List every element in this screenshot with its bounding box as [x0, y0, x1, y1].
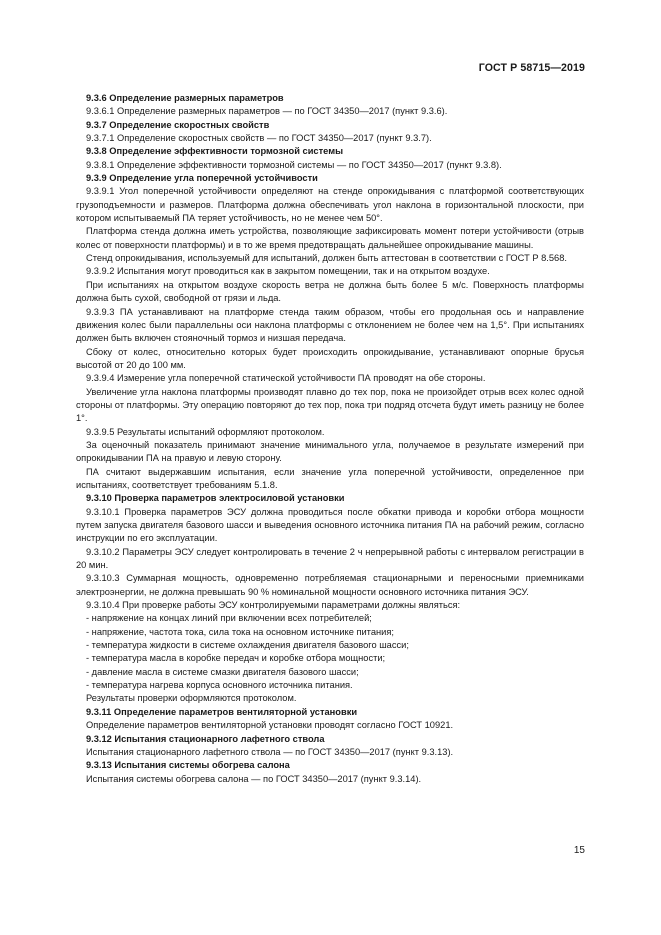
body-paragraph: За оценочный показатель принимают значение минимального угла, получаемое в результате измерений при опрокидывании ПА на правую и левую сторону.: [76, 439, 584, 464]
section-heading: 9.3.13 Испытания системы обогрева салона: [86, 760, 290, 771]
standard-header: ГОСТ Р 58715—2019: [478, 62, 585, 74]
section-heading: 9.3.9 Определение угла поперечной устойчивости: [86, 173, 318, 184]
body-paragraph: 9.3.9.4 Измерение угла поперечной статической устойчивости ПА проводят на обе стороны.: [86, 373, 486, 384]
document-body: [76, 92, 584, 786]
body-paragraph: - напряжение, частота тока, сила тока на основном источнике питания;: [86, 626, 394, 637]
body-paragraph: Испытания системы обогрева салона — по ГОСТ 34350—2017 (пункт 9.3.14).: [86, 773, 422, 784]
body-paragraph: 9.3.10.3 Суммарная мощность, одновременно потребляемая стационарными и переносными приемниками электроэнергии, не должна превышать 90 % номинальной мощности основного источника питания ЭСУ.: [76, 573, 584, 597]
body-paragraph: 9.3.10.2 Параметры ЭСУ следует контролировать в течение 2 ч непрерывной работы с интервалом регистрации в 20 мин.: [76, 546, 584, 571]
section-heading: 9.3.8 Определение эффективности тормозной системы: [86, 146, 344, 157]
body-paragraph: 9.3.10.4 При проверке работы ЭСУ контролируемыми параметрами должны являться:: [86, 600, 461, 611]
section-heading: 9.3.7 Определение скоростных свойств: [86, 119, 270, 130]
section-heading: 9.3.10 Проверка параметров электросиловой установки: [86, 493, 345, 504]
body-paragraph: - температура масла в коробке передач и коробке отбора мощности;: [86, 653, 386, 664]
body-paragraph: 9.3.9.5 Результаты испытаний оформляют протоколом.: [86, 426, 325, 437]
body-paragraph: - напряжение на концах линий при включении всех потребителей;: [86, 613, 372, 624]
body-paragraph: ПА считают выдержавшим испытания, если значение угла поперечной устойчивости, определенное при испытаниях, соответствует требованиям 5.1.8.: [76, 466, 584, 490]
body-paragraph: 9.3.9.3 ПА устанавливают на платформе стенда таким образом, чтобы его продольная ось и направление движения колес были параллельны оси наклона платформы с отклонением не более чем на 1,5°. При испытаниях должен быть включен стояночный тормоз и низшая передача.: [76, 306, 584, 344]
body-paragraph: 9.3.9.1 Угол поперечной устойчивости определяют на стенде опрокидывания с платформой соответствующих грузоподъемности и размеров. Платформа должна обеспечивать угол наклона в горизонтальной плоскости, при котором испытываемый ПА теряет устойчивость, но не менее чем 50°.: [76, 186, 584, 224]
body-paragraph: Определение параметров вентиляторной установки проводят согласно ГОСТ 10921.: [86, 720, 454, 731]
body-paragraph: При испытаниях на открытом воздухе скорость ветра не должна быть более 5 м/с. Поверхность платформы должна быть сухой, свободной от грязи и льда.: [76, 279, 584, 304]
body-paragraph: 9.3.7.1 Определение скоростных свойств — по ГОСТ 34350—2017 (пункт 9.3.7).: [86, 133, 432, 144]
body-paragraph: - давление масла в системе смазки двигателя базового шасси;: [86, 666, 359, 677]
page-number: 15: [573, 845, 585, 856]
body-paragraph: 9.3.6.1 Определение размерных параметров — по ГОСТ 34350—2017 (пункт 9.3.6).: [86, 106, 448, 117]
body-paragraph: 9.3.9.2 Испытания могут проводиться как в закрытом помещении, так и на открытом воздухе.: [86, 266, 490, 277]
body-paragraph: 9.3.8.1 Определение эффективности тормозной системы — по ГОСТ 34350—2017 (пункт 9.3.8).: [86, 159, 502, 170]
body-paragraph: Сбоку от колес, относительно которых будет происходить опрокидывание, устанавливают опорные брусья высотой от 20 до 100 мм.: [76, 346, 584, 370]
section-heading: 9.3.11 Определение параметров вентиляторной установки: [86, 706, 358, 717]
body-paragraph: Испытания стационарного лафетного ствола — по ГОСТ 34350—2017 (пункт 9.3.13).: [86, 746, 454, 757]
section-heading: 9.3.12 Испытания стационарного лафетного ствола: [86, 733, 325, 744]
body-paragraph: - температура жидкости в системе охлаждения двигателя базового шасси;: [86, 640, 409, 651]
body-paragraph: Стенд опрокидывания, используемый для испытаний, должен быть аттестован в соответствии с ГОСТ Р 8.568.: [86, 253, 567, 264]
body-paragraph: - температура нагрева корпуса основного источника питания.: [86, 680, 353, 691]
body-paragraph: Платформа стенда должна иметь устройства, позволяющие зафиксировать момент потери устойчивости (отрыв колес от поверхности платформы) и в то же время предотвращать дальнейшее опрокидывание машины.: [76, 226, 584, 250]
body-paragraph: Увеличение угла наклона платформы производят плавно до тех пор, пока не произойдет отрыв всех колес одной стороны от платформы. Эту операцию повторяют до тех пор, пока три подряд отсчета будут иметь разницу не более 1°.: [76, 386, 584, 424]
body-paragraph: 9.3.10.1 Проверка параметров ЭСУ должна проводиться после обкатки привода и коробки отбора мощности путем запуска двигателя базового шасси и выведения основного источника питания ПА на рабочий режим, согласно инструкции по его эксплуатации.: [76, 506, 584, 544]
body-paragraph: Результаты проверки оформляются протоколом.: [86, 693, 297, 704]
section-heading: 9.3.6 Определение размерных параметров: [86, 93, 284, 103]
